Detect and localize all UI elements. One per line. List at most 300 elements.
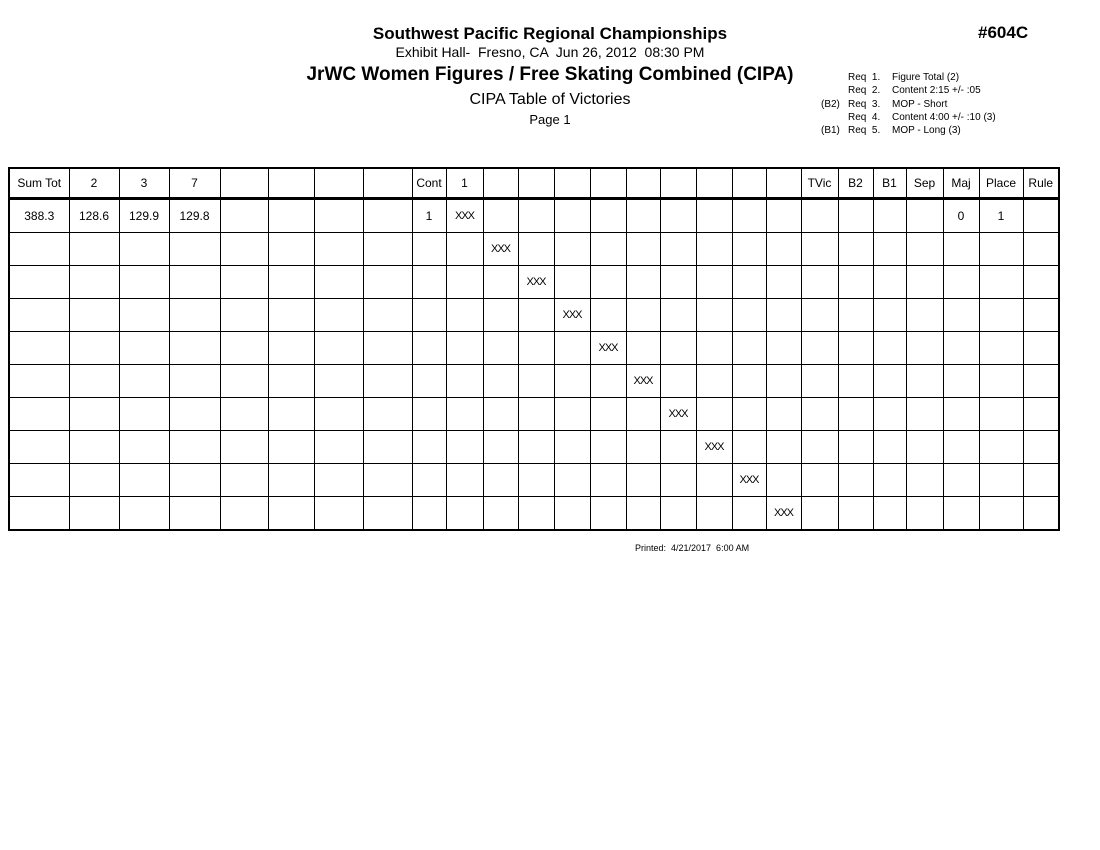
table-cell [446,299,483,332]
table-cell [412,365,446,398]
column-header-15 [660,168,696,199]
table-cell [268,497,314,531]
table-cell [838,398,873,431]
table-cell [943,266,979,299]
table-cell [906,365,943,398]
table-cell: 1 [979,199,1023,233]
table-cell [518,431,554,464]
column-header-16 [696,168,732,199]
requirement-text: Content 2:15 +/- :05 [892,85,981,97]
column-header-1: 2 [69,168,119,199]
table-cell [483,398,518,431]
column-header-5 [268,168,314,199]
table-cell [412,431,446,464]
table-cell [590,464,626,497]
table-cell [873,365,906,398]
table-cell: 129.9 [119,199,169,233]
table-cell [979,332,1023,365]
table-cell [220,199,268,233]
column-header-0: Sum Tot [9,168,69,199]
table-cell [838,199,873,233]
table-cell [590,365,626,398]
table-cell [314,464,363,497]
table-cell [906,431,943,464]
page-number: Page 1 [529,112,571,127]
table-cell [268,199,314,233]
requirement-rule-ref [821,71,848,84]
table-cell [169,398,220,431]
table-cell [169,266,220,299]
table-cell [9,365,69,398]
table-row [9,266,1059,299]
table-cell [873,266,906,299]
table-cell [838,497,873,531]
requirement-text: MOP - Short [892,98,948,110]
table-cell [220,299,268,332]
table-cell [220,497,268,531]
table-cell [626,464,660,497]
table-cell [363,497,412,531]
table-cell [660,299,696,332]
column-header-8: Cont [412,168,446,199]
table-cell [69,332,119,365]
table-cell [696,299,732,332]
table-cell [169,365,220,398]
table-row [9,398,1059,431]
table-cell [363,332,412,365]
table-cell [119,299,169,332]
table-cell [801,266,838,299]
requirement-line [821,98,996,111]
requirement-text: MOP - Long (3) [892,125,961,137]
table-cell [446,497,483,531]
requirement-line [821,111,996,124]
column-header-22: Sep [906,168,943,199]
table-cell [873,497,906,531]
table-cell [626,497,660,531]
table-cell [801,332,838,365]
table-cell [220,365,268,398]
table-cell [943,398,979,431]
table-cell [626,332,660,365]
table-cell [1023,464,1059,497]
table-row [9,233,1059,266]
column-header-2: 3 [119,168,169,199]
table-cell [696,266,732,299]
table-cell [766,199,801,233]
table-cell [483,365,518,398]
xxx-marker-cell: XXX [483,233,518,266]
xxx-marker-cell: XXX [696,431,732,464]
requirements-list [821,71,996,137]
table-cell [838,431,873,464]
table-cell [766,398,801,431]
requirement-number: Req 5. [848,125,881,137]
table-cell [660,497,696,531]
table-cell [732,266,766,299]
table-cell [626,233,660,266]
xxx-marker-cell: XXX [518,266,554,299]
requirement-number: Req 1. [848,72,881,83]
table-cell [268,233,314,266]
table-cell [9,266,69,299]
table-row [9,464,1059,497]
table-cell [363,233,412,266]
table-cell [119,497,169,531]
table-cell [979,431,1023,464]
table-cell [590,497,626,531]
requirement-line [821,71,996,84]
table-cell [119,365,169,398]
table-cell [626,299,660,332]
table-cell [9,497,69,531]
table-cell [314,398,363,431]
table-cell [518,398,554,431]
table-cell [69,233,119,266]
table-cell [119,398,169,431]
table-cell [9,299,69,332]
table-cell [801,464,838,497]
table-cell [660,199,696,233]
table-row [9,299,1059,332]
table-cell [732,431,766,464]
requirement-rule-ref [821,111,848,124]
table-cell [732,299,766,332]
table-row [9,332,1059,365]
xxx-marker-cell: XXX [766,497,801,531]
table-cell [169,464,220,497]
table-cell [268,464,314,497]
column-header-24: Place [979,168,1023,199]
table-cell [363,299,412,332]
table-cell [314,497,363,531]
table-cell [412,332,446,365]
table-cell [69,398,119,431]
table-cell [268,299,314,332]
table-cell [412,233,446,266]
table-cell [766,431,801,464]
table-cell [119,332,169,365]
table-cell [906,398,943,431]
table-cell [766,464,801,497]
printed-timestamp: Printed: 4/21/2017 6:00 AM [635,543,750,553]
table-cell [119,233,169,266]
table-cell [363,199,412,233]
requirement-number: Req 4. [848,111,881,123]
requirement-rule-ref [821,84,848,97]
table-cell [483,199,518,233]
table-cell [314,266,363,299]
table-cell [906,266,943,299]
table-cell [590,266,626,299]
table-cell [696,233,732,266]
table-cell [69,464,119,497]
table-cell [766,332,801,365]
table-header-row [9,168,1059,199]
table-cell [696,365,732,398]
table-cell [446,398,483,431]
table-cell [696,332,732,365]
table-cell [873,299,906,332]
victories-table [8,167,1060,531]
table-cell [412,398,446,431]
table-cell [69,266,119,299]
table-cell [801,431,838,464]
table-cell [446,431,483,464]
column-header-9: 1 [446,168,483,199]
table-cell [446,464,483,497]
table-cell [906,199,943,233]
table-cell [732,398,766,431]
xxx-marker-cell: XXX [660,398,696,431]
table-cell [906,233,943,266]
table-cell [660,431,696,464]
table-cell [979,266,1023,299]
table-cell [766,266,801,299]
table-cell [766,233,801,266]
table-cell [943,431,979,464]
column-header-18 [766,168,801,199]
table-cell [873,398,906,431]
requirement-line [821,84,996,97]
table-cell [801,233,838,266]
table-row [9,365,1059,398]
table-cell [9,464,69,497]
table-cell [838,233,873,266]
table-cell [554,266,590,299]
table-cell [554,431,590,464]
table-cell [801,398,838,431]
table-cell: 129.8 [169,199,220,233]
table-cell [446,266,483,299]
table-cell [943,233,979,266]
table-cell [363,365,412,398]
table-cell [220,233,268,266]
table-row [9,199,1059,233]
table-cell [801,497,838,531]
column-header-10 [483,168,518,199]
table-cell [943,299,979,332]
table-cell [590,199,626,233]
table-cell [169,233,220,266]
table-cell [518,299,554,332]
table-cell [1023,332,1059,365]
table-cell [268,266,314,299]
table-cell [838,365,873,398]
table-cell [801,299,838,332]
table-cell [732,233,766,266]
table-cell [483,497,518,531]
table-cell [943,464,979,497]
table-cell [660,332,696,365]
table-cell [518,464,554,497]
table-cell [220,464,268,497]
table-cell: 128.6 [69,199,119,233]
table-cell [554,365,590,398]
table-cell [119,464,169,497]
table-cell [660,464,696,497]
table-cell [1023,266,1059,299]
table-cell [696,398,732,431]
table-cell [801,199,838,233]
table-cell [220,332,268,365]
event-number: #604C [978,23,1029,42]
table-cell [314,332,363,365]
table-cell [220,431,268,464]
table-cell [943,497,979,531]
table-cell [9,431,69,464]
table-cell [766,365,801,398]
table-cell [518,199,554,233]
table-cell [518,332,554,365]
table-cell [69,431,119,464]
table-cell [220,398,268,431]
table-cell [220,266,268,299]
table-cell [483,266,518,299]
requirement-rule-ref: (B1) [821,125,840,137]
table-cell [979,299,1023,332]
table-cell [314,431,363,464]
table-cell [906,299,943,332]
table-cell [554,199,590,233]
table-cell [1023,497,1059,531]
table-cell [119,431,169,464]
xxx-marker-cell: XXX [626,365,660,398]
table-cell [69,497,119,531]
table-cell [483,431,518,464]
table-cell [268,332,314,365]
table-cell [979,497,1023,531]
table-cell [1023,299,1059,332]
column-header-12 [554,168,590,199]
venue-date-line: Exhibit Hall- Fresno, CA Jun 26, 2012 08:30 PM [395,44,705,60]
table-cell [483,464,518,497]
table-cell: 0 [943,199,979,233]
table-cell: 1 [412,199,446,233]
table-cell [626,431,660,464]
column-header-7 [363,168,412,199]
requirement-text: Figure Total (2) [892,72,960,83]
column-header-20: B2 [838,168,873,199]
table-cell [732,332,766,365]
table-cell [873,464,906,497]
table-cell [979,398,1023,431]
table-cell [268,398,314,431]
table-cell [1023,365,1059,398]
table-cell [590,398,626,431]
table-cell [268,431,314,464]
table-cell [483,299,518,332]
table-row [9,431,1059,464]
table-cell [732,199,766,233]
table-cell: 388.3 [9,199,69,233]
requirement-number: Req 3. [848,98,881,110]
table-cell [69,365,119,398]
table-cell [412,266,446,299]
table-cell [838,332,873,365]
table-cell [873,431,906,464]
table-cell [590,233,626,266]
table-cell [169,431,220,464]
report-title: CIPA Table of Victories [469,91,631,108]
table-cell [590,299,626,332]
table-cell [1023,199,1059,233]
competition-title: Southwest Pacific Regional Championships [372,24,728,43]
table-cell [412,464,446,497]
column-header-19: TVic [801,168,838,199]
table-cell [483,332,518,365]
table-cell [119,266,169,299]
event-title: JrWC Women Figures / Free Skating Combined (CIPA) [306,64,794,85]
table-cell [169,299,220,332]
requirement-text: Content 4:00 +/- :10 (3) [892,111,996,123]
table-cell [626,199,660,233]
table-cell [590,431,626,464]
table-cell [873,332,906,365]
table-cell [943,365,979,398]
table-cell [9,332,69,365]
table-cell [518,365,554,398]
table-cell [696,497,732,531]
table-cell [626,398,660,431]
table-cell [314,233,363,266]
column-header-17 [732,168,766,199]
column-header-13 [590,168,626,199]
table-cell [979,365,1023,398]
column-header-11 [518,168,554,199]
table-cell [314,199,363,233]
table-cell [314,299,363,332]
requirement-number: Req 2. [848,85,881,97]
table-cell [838,464,873,497]
table-cell [363,398,412,431]
table-cell [660,266,696,299]
xxx-marker-cell: XXX [554,299,590,332]
table-cell [554,497,590,531]
table-cell [660,233,696,266]
table-cell [626,266,660,299]
table-cell [696,199,732,233]
table-cell [906,497,943,531]
column-header-23: Maj [943,168,979,199]
table-cell [554,464,590,497]
column-header-6 [314,168,363,199]
table-cell [554,332,590,365]
table-cell [943,332,979,365]
table-cell [1023,431,1059,464]
table-cell [518,497,554,531]
table-cell [363,266,412,299]
table-cell [554,398,590,431]
table-cell [801,365,838,398]
table-cell [412,497,446,531]
xxx-marker-cell: XXX [732,464,766,497]
table-cell [412,299,446,332]
table-cell [446,365,483,398]
table-cell [838,266,873,299]
table-cell [363,464,412,497]
table-cell [732,365,766,398]
table-cell [873,233,906,266]
table-cell [9,233,69,266]
table-cell [660,365,696,398]
table-cell [979,233,1023,266]
requirement-line [821,124,996,137]
column-header-25: Rule [1023,168,1059,199]
table-cell [732,497,766,531]
table-cell [766,299,801,332]
table-cell [979,464,1023,497]
